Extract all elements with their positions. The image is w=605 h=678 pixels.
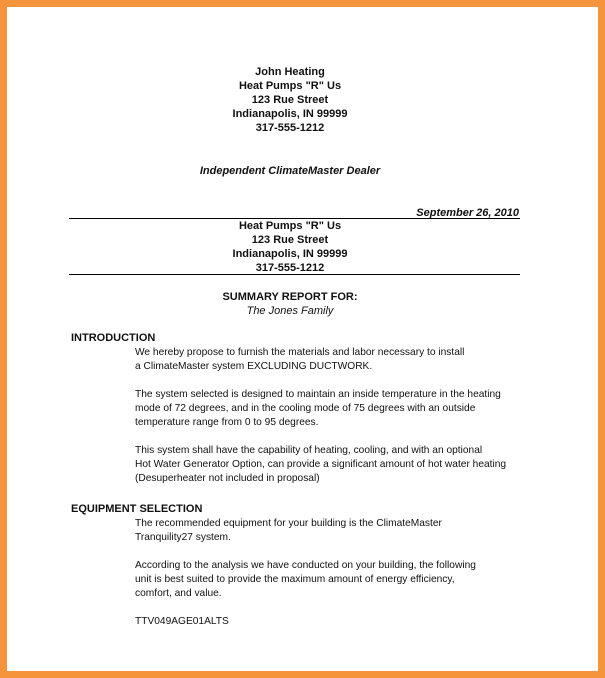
bottom-divider bbox=[69, 274, 520, 275]
text-line: The recommended equipment for your building is the ClimateMaster bbox=[135, 518, 442, 529]
introduction-paragraph-1 bbox=[135, 346, 555, 374]
sender-street: 123 Rue Street bbox=[251, 94, 329, 106]
text-line: The system selected is designed to maintain an inside temperature in the heating bbox=[135, 389, 501, 400]
summary-title: SUMMARY REPORT FOR: bbox=[222, 291, 358, 303]
introduction-body bbox=[135, 346, 555, 486]
text-line: a ClimateMaster system EXCLUDING DUCTWORK. bbox=[135, 361, 373, 372]
text-line: unit is best suited to provide the maximum amount of energy efficiency, bbox=[135, 574, 455, 585]
sender-name: John Heating bbox=[255, 66, 325, 78]
summary-client: The Jones Family bbox=[246, 305, 334, 317]
text-line: This system shall have the capability of heating, cooling, and with an optional bbox=[135, 445, 483, 456]
text-line: According to the analysis we have conducted on your building, the following bbox=[135, 560, 476, 571]
text-line: mode of 72 degrees, and in the cooling mode of 75 degrees with an outside bbox=[135, 403, 476, 414]
text-line: temperature range from 0 to 95 degrees. bbox=[135, 417, 319, 428]
equipment-paragraph-1 bbox=[135, 517, 555, 545]
recipient-company: Heat Pumps "R" Us bbox=[238, 220, 342, 232]
text-line: comfort, and value. bbox=[135, 588, 222, 599]
sender-city: Indianapolis, IN 99999 bbox=[232, 108, 348, 120]
summary bbox=[170, 290, 410, 318]
sender-company: Heat Pumps "R" Us bbox=[238, 80, 342, 92]
equipment-paragraph-2 bbox=[135, 559, 555, 601]
equipment-body bbox=[135, 517, 555, 629]
text-line: (Desuperheater not included in proposal) bbox=[135, 473, 320, 484]
sender-phone: 317-555-1212 bbox=[255, 122, 325, 134]
document-page bbox=[7, 7, 598, 671]
text-line: Hot Water Generator Option, can provide a significant amount of hot water heating bbox=[135, 459, 507, 470]
recipient-city: Indianapolis, IN 99999 bbox=[232, 248, 348, 260]
introduction-paragraph-3 bbox=[135, 444, 555, 486]
introduction-paragraph-2 bbox=[135, 388, 555, 430]
report-date: September 26, 2010 bbox=[416, 207, 519, 219]
introduction-heading: INTRODUCTION bbox=[71, 332, 156, 344]
equipment-model: TTV049AGE01ALTS bbox=[135, 616, 229, 627]
text-line: We hereby propose to furnish the materials and labor necessary to install bbox=[135, 347, 465, 358]
equipment-heading: EQUIPMENT SELECTION bbox=[71, 503, 203, 515]
recipient-block bbox=[190, 219, 390, 275]
letterhead bbox=[190, 65, 390, 135]
dealer-line: Independent ClimateMaster Dealer bbox=[199, 165, 381, 177]
text-line: Tranquility27 system. bbox=[135, 532, 231, 543]
recipient-street: 123 Rue Street bbox=[251, 234, 329, 246]
recipient-phone: 317-555-1212 bbox=[255, 262, 325, 274]
